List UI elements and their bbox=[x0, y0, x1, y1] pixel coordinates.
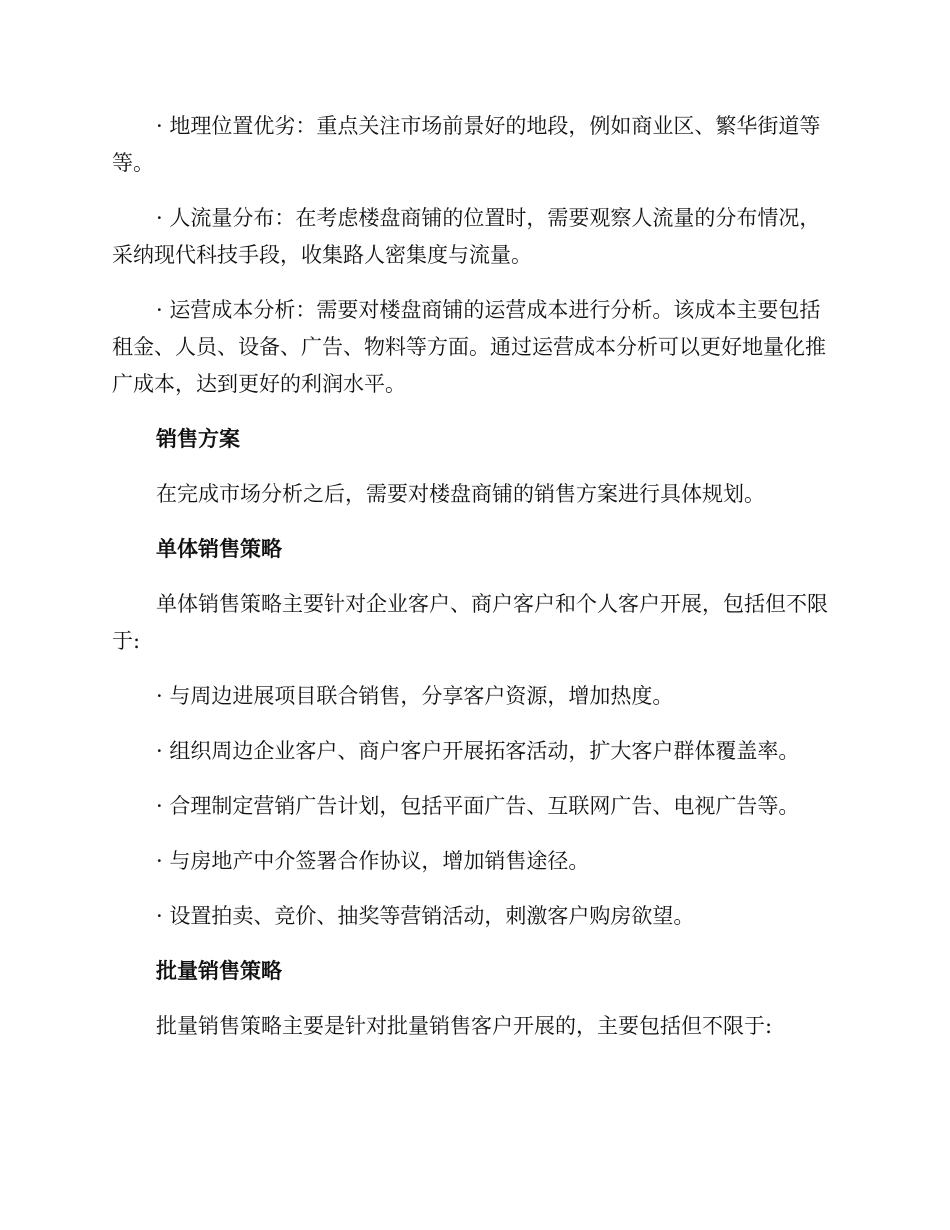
bullet-foot-traffic: · 人流量分布：在考虑楼盘商铺的位置时，需要观察人流量的分布情况，采纳现代科技手段，收集路人密集度与流量。 bbox=[112, 206, 821, 267]
bullet-ad-plan: · 合理制定营销广告计划，包括平面广告、互联网广告、电视广告等。 bbox=[156, 794, 800, 818]
heading-bulk-sales-strategy: 批量销售策略 bbox=[156, 959, 282, 983]
bullet-client-events: · 组织周边企业客户、商户客户开展拓客活动，扩大客户群体覆盖率。 bbox=[156, 739, 800, 763]
bullet-marketing-events: · 设置拍卖、竞价、抽奖等营销活动，刺激客户购房欲望。 bbox=[156, 904, 695, 928]
heading-single-sales-strategy: 单体销售策略 bbox=[156, 537, 282, 561]
heading-sales-plan: 销售方案 bbox=[156, 427, 240, 451]
single-strategy-intro: 单体销售策略主要针对企业客户、商户客户和个人客户开展，包括但不限于: bbox=[112, 592, 828, 653]
sales-plan-intro: 在完成市场分析之后，需要对楼盘商铺的销售方案进行具体规划。 bbox=[156, 482, 765, 506]
bulk-strategy-intro: 批量销售策略主要是针对批量销售客户开展的，主要包括但不限于: bbox=[156, 1014, 773, 1038]
bullet-agency-agreement: · 与房地产中介签署合作协议，增加销售途径。 bbox=[156, 849, 590, 873]
bullet-joint-sales: · 与周边进展项目联合销售，分享客户资源，增加热度。 bbox=[156, 684, 674, 708]
bullet-operating-cost: · 运营成本分析：需要对楼盘商铺的运营成本进行分析。该成本主要包括租金、人员、设备、广告、物料等方面。通过运营成本分析可以更好地量化推广成本，达到更好的利润水平。 bbox=[112, 298, 826, 396]
bullet-location: · 地理位置优劣：重点关注市场前景好的地段，例如商业区、繁华街道等等。 bbox=[112, 114, 821, 175]
